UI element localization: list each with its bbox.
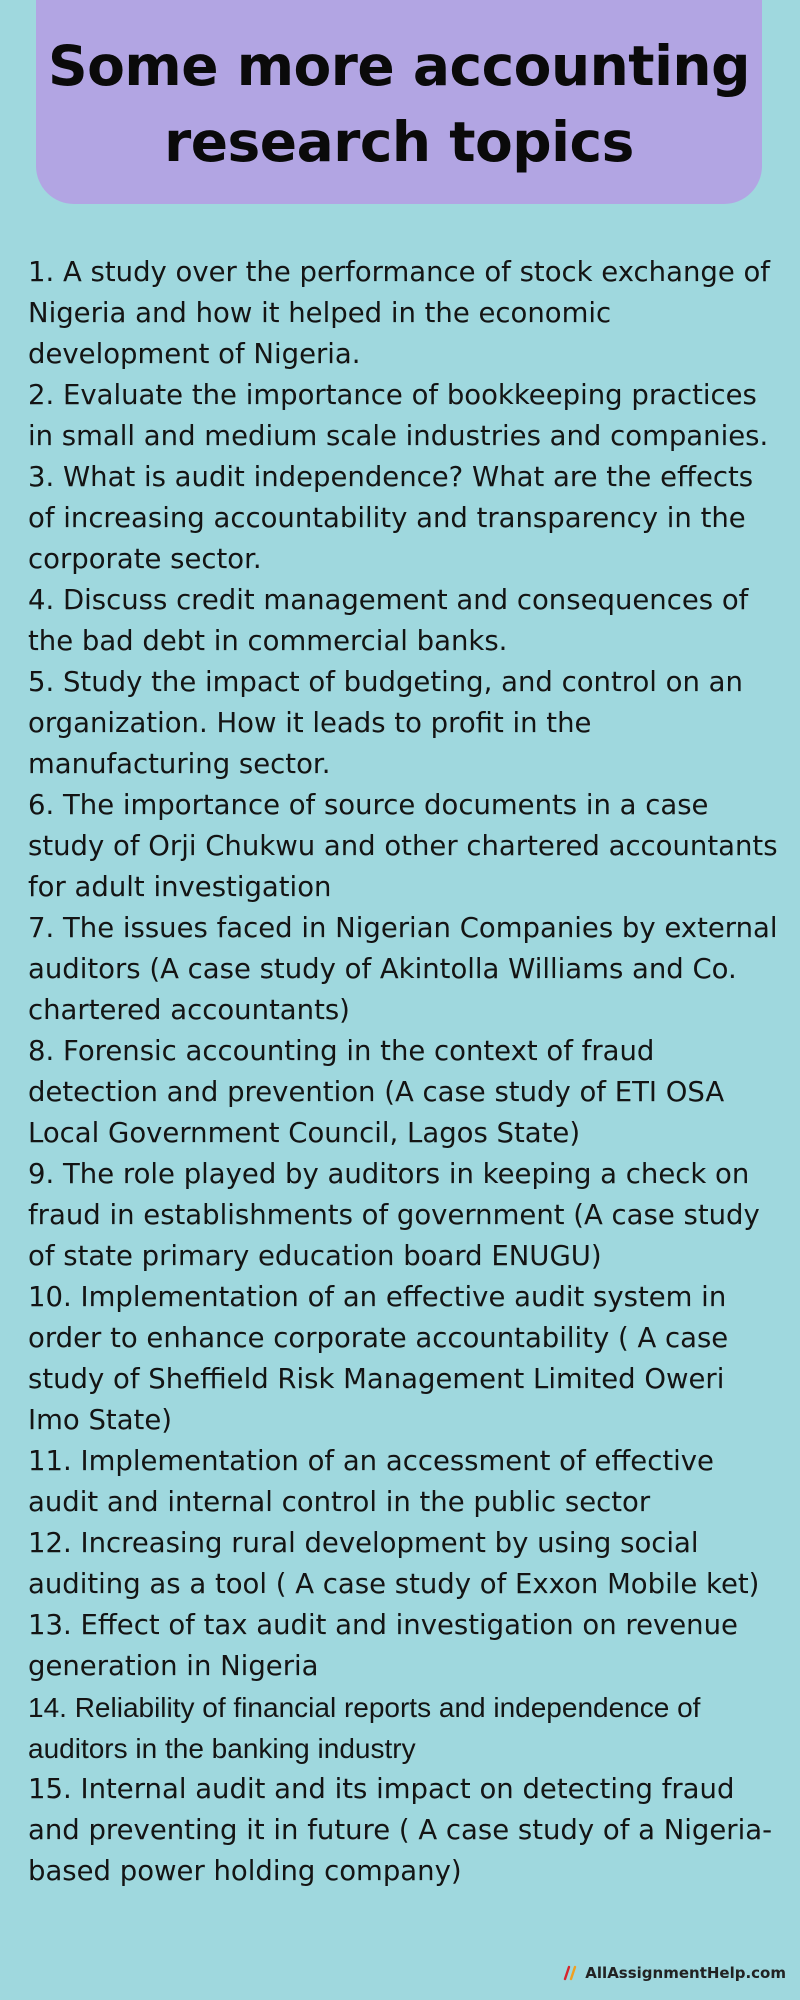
title-line-1: Some more accounting bbox=[48, 34, 750, 98]
topic-item-9: 9. The role played by auditors in keeping a check on fraud in establishments of government (A case study of state primary education board ENUGU) bbox=[28, 1158, 760, 1272]
topic-item-6: 6. The importance of source documents in a case study of Orji Chukwu and other chartered accountants for adult investigation bbox=[28, 789, 778, 903]
title-line-2: research topics bbox=[164, 110, 634, 174]
brand-name: AllAssignmentHelp.com bbox=[585, 1964, 786, 1982]
topic-item-4: 4. Discuss credit management and consequences of the bad debt in commercial banks. bbox=[28, 584, 749, 657]
brand-watermark bbox=[563, 1964, 786, 1982]
topic-item-14: 14. Reliability of financial reports and independence of auditors in the banking industry bbox=[28, 1692, 701, 1764]
title-card bbox=[36, 0, 762, 204]
double-slash-logo-icon bbox=[563, 1965, 579, 1981]
topic-item-3: 3. What is audit independence? What are the effects of increasing accountability and transparency in the corporate sector. bbox=[28, 461, 754, 575]
page-title bbox=[36, 28, 762, 180]
topic-item-12: 12. Increasing rural development by using social auditing as a tool ( A case study of Exxon Mobile ket) bbox=[28, 1527, 760, 1600]
topic-item-13: 13. Effect of tax audit and investigation on revenue generation in Nigeria bbox=[28, 1609, 738, 1682]
topic-item-1: 1. A study over the performance of stock exchange of Nigeria and how it helped in the economic development of Nigeria. bbox=[28, 256, 770, 370]
topic-item-15: 15. Internal audit and its impact on detecting fraud and preventing it in future ( A case study of a Nigeria-based power holding company) bbox=[28, 1773, 773, 1887]
topic-item-8: 8. Forensic accounting in the context of fraud detection and prevention (A case study of ETI OSA Local Government Council, Lagos State) bbox=[28, 1035, 725, 1149]
topic-item-10: 10. Implementation of an effective audit system in order to enhance corporate accountability ( A case study of Sheffield Risk Management Limited Oweri Imo State) bbox=[28, 1281, 729, 1436]
topic-list bbox=[28, 252, 780, 1892]
topic-item-2: 2. Evaluate the importance of bookkeeping practices in small and medium scale industries and companies. bbox=[28, 379, 769, 452]
topic-item-7: 7. The issues faced in Nigerian Companies by external auditors (A case study of Akintolla Williams and Co. chartered accountants) bbox=[28, 912, 778, 1026]
topic-item-5: 5. Study the impact of budgeting, and control on an organization. How it leads to profit in the manufacturing sector. bbox=[28, 666, 743, 780]
topic-item-11: 11. Implementation of an accessment of effective audit and internal control in the public sector bbox=[28, 1445, 714, 1518]
